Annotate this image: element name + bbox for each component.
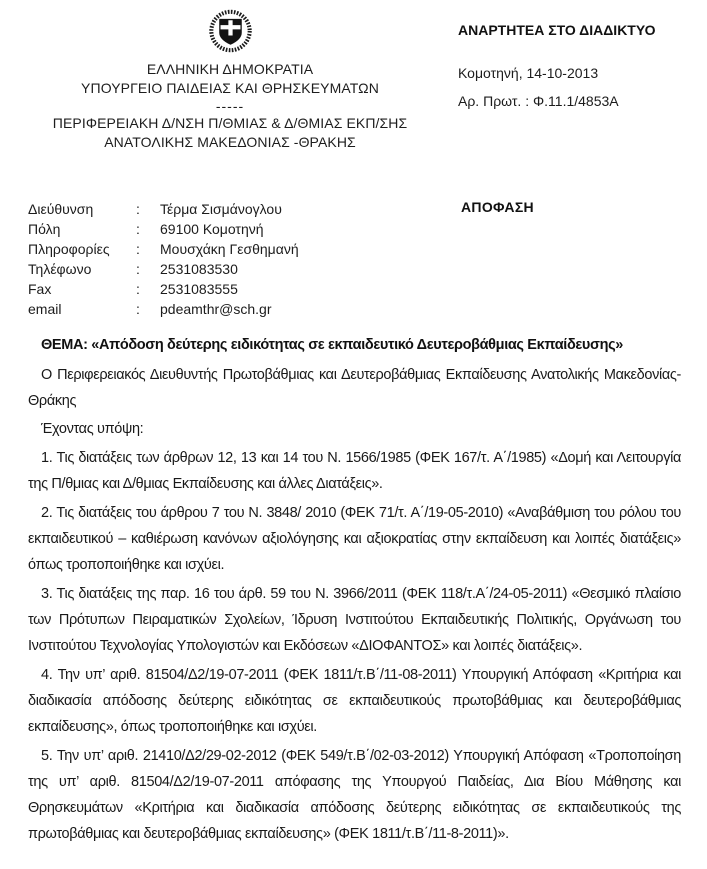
contact-separator: :: [136, 241, 140, 257]
contact-row-email: [28, 299, 388, 319]
letterhead-line-region: ΑΝΑΤΟΛΙΚΗΣ ΜΑΚΕΔΟΝΙΑΣ -ΘΡΑΚΗΣ: [104, 134, 356, 150]
contact-separator: :: [136, 301, 140, 317]
contact-separator: :: [136, 221, 140, 237]
contact-separator: :: [136, 281, 140, 297]
having-regard-line: Έχοντας υπόψη:: [41, 421, 144, 437]
contact-separator: :: [136, 261, 140, 277]
greek-coat-of-arms-icon: [206, 8, 255, 54]
contact-value: 2531083555: [160, 281, 238, 297]
letterhead-line-ministry: ΥΠΟΥΡΓΕΙΟ ΠΑΙΔΕΙΑΣ ΚΑΙ ΘΡΗΣΚΕΥΜΑΤΩΝ: [81, 80, 379, 96]
contact-label: Τηλέφωνο: [28, 261, 92, 277]
legal-basis-item-4: 4. Την υπ’ αριθ. 81504/Δ2/19-07-2011 (ΦΕΚ 1811/τ.Β΄/11-08-2011) Υπουργική Απόφαση «Κριτήρια και διαδικασία απόδοσης δεύτερης ειδικότητας σε εκπαιδευτικούς πρωτοβάθμιας και δευτεροβάθμιας εκπαίδευσης», όπως τροποποιήθηκε και ισχύει.: [28, 667, 681, 735]
legal-basis-item-2: 2. Τις διατάξεις του άρθρου 7 του Ν. 3848/ 2010 (ΦΕΚ 71/τ. Α΄/19-05-2010) «Αναβάθμιση του ρόλου του εκπαιδευτικού – καθιέρωση κανόνων αξιολόγησης και αξιοκρατίας στην εκπαίδευση και λοιπές διατάξεις» όπως τροποποιήθηκε και ισχύει.: [28, 505, 681, 573]
place-and-date: Κομοτηνή, 14-10-2013: [458, 65, 599, 81]
legal-basis-item-3: 3. Τις διατάξεις της παρ. 16 του άρθ. 59 του Ν. 3966/2011 (ΦΕΚ 118/τ.Α΄/24-05-2011) «Θεσμικό πλαίσιο των Πρότυπων Πειραματικών Σχολείων, Ίδρυση Ινστιτούτου Εκπαιδευτικής Πολιτικής, Οργάνωση του Ινστιτούτου Τεχνολογίας Υπολογιστών και Εκδόσεων «ΔΙΟΦΑΝΤΟΣ» και λοιπές διατάξεις».: [28, 586, 681, 654]
contact-block: [28, 199, 388, 319]
contact-row-phone: [28, 259, 388, 279]
contact-label: Πληροφορίες: [28, 241, 110, 257]
contact-value: Τέρμα Σισμάνογλου: [160, 201, 282, 217]
contact-row-information: [28, 239, 388, 259]
letterhead-line-republic: ΕΛΛΗΝΙΚΗ ΔΗΜΟΚΡΑΤΙΑ: [146, 61, 314, 77]
contact-label: Fax: [28, 281, 52, 297]
header-right: [458, 22, 703, 109]
contact-label: email: [28, 301, 62, 317]
contact-row-city: [28, 219, 388, 239]
contact-row-address: [28, 199, 388, 219]
contact-value: 69100 Κομοτηνή: [160, 221, 264, 237]
legal-basis-item-5: 5. Την υπ’ αριθ. 21410/Δ2/29-02-2012 (ΦΕΚ 549/τ.Β΄/02-03-2012) Υπουργική Απόφαση «Τροποποίηση της υπ’ αριθ. 81504/Δ2/19-07-2011 απόφασης της Υπουργού Παιδείας, Δια Βίου Μάθησης και Θρησκευμάτων «Κριτήρια και διαδικασία απόδοσης δεύτερης ειδικότητας σε εκπαιδευτικούς της πρωτοβάθμιας και δευτεροβάθμιας εκπαίδευσης» (ΦΕΚ 1811/τ.Β΄/11-8-2011)».: [28, 748, 681, 842]
posted-on-internet-label: ΑΝΑΡΤΗΤΕΑ ΣΤΟ ΔΙΑΔΙΚΤΥΟ: [458, 22, 656, 38]
contact-value: pdeamthr@sch.gr: [160, 301, 272, 317]
contact-value: Μουσχάκη Γεσθημανή: [160, 241, 299, 257]
document-body: [28, 334, 681, 847]
letterhead: [30, 8, 430, 152]
letterhead-line-directorate: ΠΕΡΙΦΕΡΕΙΑΚΗ Δ/ΝΣΗ Π/ΘΜΙΑΣ & Δ/ΘΜΙΑΣ ΕΚΠ/ΣΗΣ: [52, 115, 408, 131]
letterhead-divider: -----: [215, 98, 245, 114]
contact-label: Πόλη: [28, 221, 61, 237]
protocol-number: Αρ. Πρωτ. : Φ.11.1/4853Α: [458, 93, 619, 109]
contact-value: 2531083530: [160, 261, 238, 277]
legal-basis-item-1: 1. Τις διατάξεις των άρθρων 12, 13 και 14 του Ν. 1566/1985 (ΦΕΚ 167/τ. Α΄/1985) «Δομή και Λειτουργία της Π/θμιας και Δ/θμιας Εκπαίδευσης και άλλες Διατάξεις».: [28, 450, 681, 492]
contact-label: Διεύθυνση: [28, 201, 94, 217]
decision-heading: ΑΠΟΦΑΣΗ: [461, 199, 534, 215]
contact-separator: :: [136, 201, 140, 217]
subject-line: ΘΕΜΑ: «Απόδοση δεύτερης ειδικότητας σε εκπαιδευτικό Δευτεροβάθμιας Εκπαίδευσης»: [41, 337, 623, 353]
issuer-paragraph: Ο Περιφερειακός Διευθυντής Πρωτοβάθμιας και Δευτεροβάθμιας Εκπαίδευσης Ανατολικής Μακεδονίας-Θράκης: [28, 367, 681, 409]
contact-row-fax: [28, 279, 388, 299]
